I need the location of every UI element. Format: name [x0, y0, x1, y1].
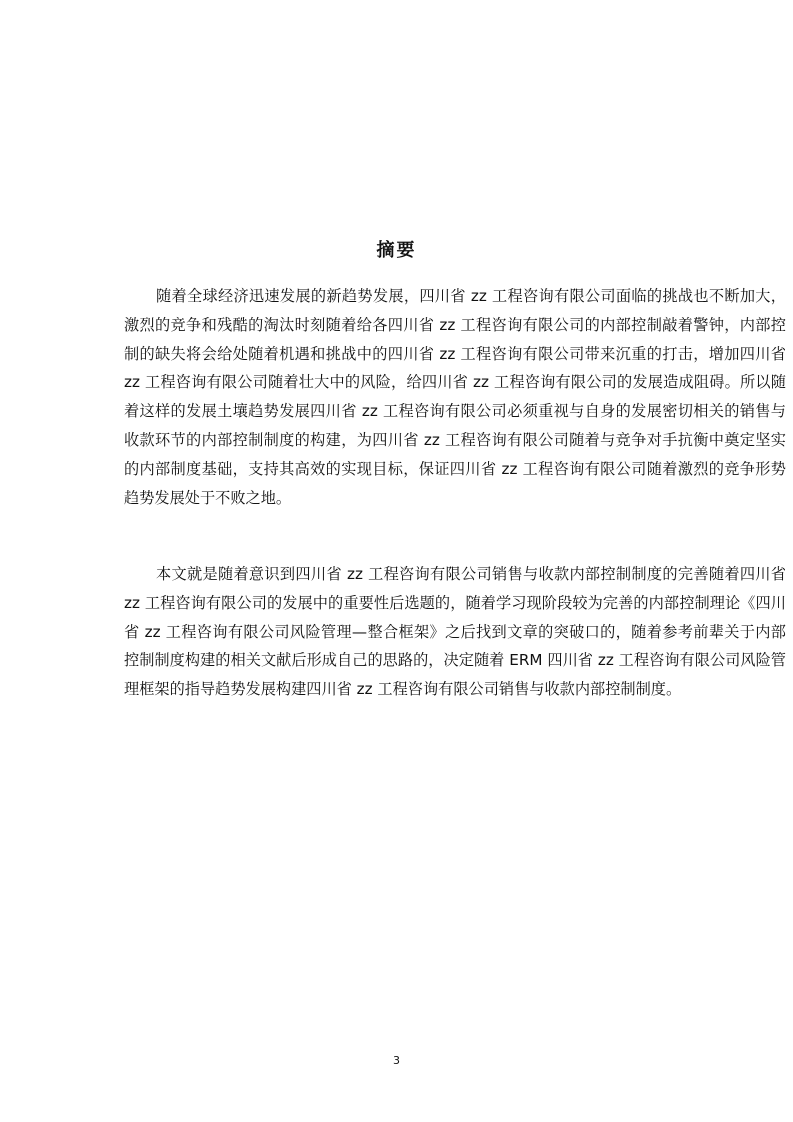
paragraph-1 — [124, 282, 786, 512]
paragraph-2 — [124, 560, 786, 704]
paragraph-text: 随着全球经济迅速发展的新趋势发展，四川省 zz 工程咨询有限公司面临的挑战也不断加大，激烈的竞争和残酷的淘汰时刻随着给各四川省 zz 工程咨询有限公司的内部控制敲着警钟，内部控制的缺失将会给处随着机遇和挑战中的四川省 zz 工程咨询有限公司带来沉重的打击，增加四川省 zz 工程咨询有限公司随着壮大中的风险，给四川省 zz 工程咨询有限公司的发展造成阻碍。所以随着这样的发展土壤趋势发展四川省 zz 工程咨询有限公司必须重视与自身的发展密切相关的销售与收款环节的内部控制制度的构建，为四川省 zz 工程咨询有限公司随着与竞争对手抗衡中奠定坚实的内部制度基础，支持其高效的实现目标，保证四川省 zz 工程咨询有限公司随着激烈的竞争形势趋势发展处于不败之地。 — [124, 287, 786, 507]
page-number: 3 — [393, 1054, 400, 1067]
page-title: 摘要 — [376, 240, 417, 261]
paragraph-text: 本文就是随着意识到四川省 zz 工程咨询有限公司销售与收款内部控制制度的完善随着四川省 zz 工程咨询有限公司的发展中的重要性后选题的，随着学习现阶段较为完善的内部控制理论《四川省 zz 工程咨询有限公司风险管理—整合框架》之后找到文章的突破口的，随着参考前辈关于内部控制制度构建的相关文献后形成自己的思路的，决定随着 ERM 四川省 zz 工程咨询有限公司风险管理框架的指导趋势发展构建四川省 zz 工程咨询有限公司销售与收款内部控制制度。 — [124, 565, 786, 699]
